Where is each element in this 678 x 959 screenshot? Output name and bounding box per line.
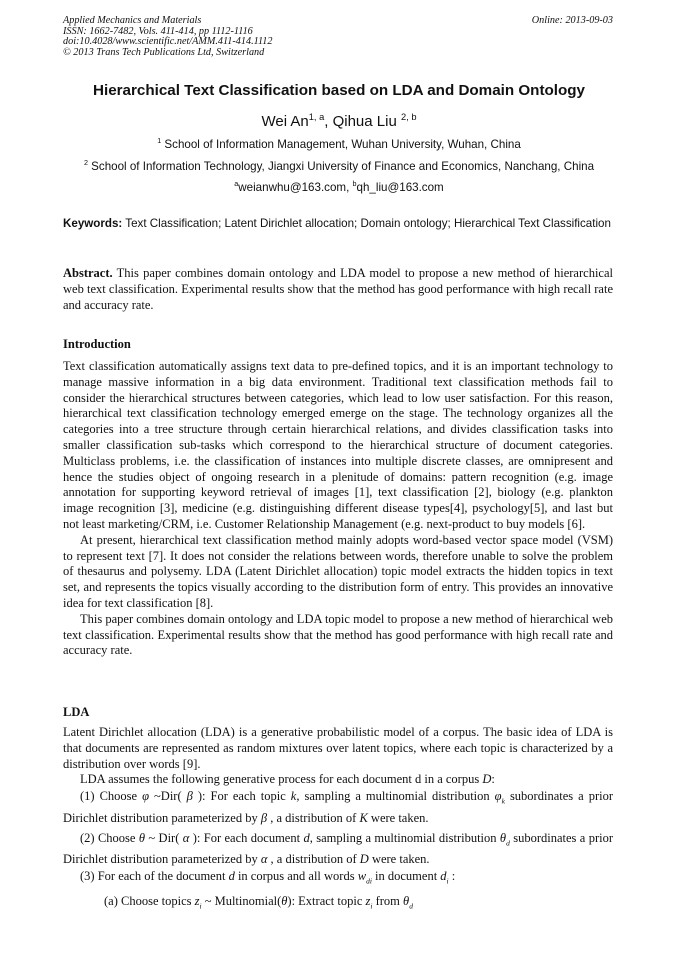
sub-d: d xyxy=(409,901,413,911)
sub-d: d xyxy=(506,838,510,848)
intro-paragraph-1: Text classification automatically assigns text data to pre-defined topics, and it is an important technology to manage massive information in a big data environment. Traditional text classification methods fail to consider the hierarchical structures between categories, which lead to low user satisfaction. For this reason, hierarchical text classification technology emerged emerge on the stage. The technology organizes all the categories into a tree structure through certain hierarchical relations, and divides classification tasks into smaller classification sub-tasks which correspond to the hierarchical structure of document categories. Multiclass problems, i.e. the classification of instances into multiple discrete classes, are omnipresent and hence the studies object of ongoing research in a plenitude of domains: pattern recognition (e.g. image annotation for supporting keyword retrieval of images [1], text classification [2], biology (e.g. plankton image recognition [3], medicine (e.g. distinguishing different disease types[4], psychology[5], and last but not least marketing/CRM, i.e. Customer Relationship Management (e.g. next-product to buy models [6]. xyxy=(63,359,613,531)
var-d: d xyxy=(228,869,235,884)
section-heading-introduction: Introduction xyxy=(63,337,131,351)
online-date: Online: 2013-09-03 xyxy=(531,15,613,26)
s3-text: (3) For each of the document xyxy=(80,869,229,884)
lda-step-3 xyxy=(63,869,613,889)
introduction-body xyxy=(63,359,613,659)
var-d: d xyxy=(440,869,447,884)
var-d: d xyxy=(303,831,310,846)
aff1-sup: 1 xyxy=(157,136,162,146)
var-theta: θ xyxy=(281,893,288,908)
author-1-sup: 1, a xyxy=(308,112,325,122)
var-k: k xyxy=(290,789,297,804)
var-theta: θ xyxy=(138,831,145,846)
sa-text: (a) Choose topics xyxy=(104,893,195,908)
var-theta-d: θ xyxy=(499,831,507,846)
doi: doi:10.4028/www.scientific.net/AMM.411-414.1112 xyxy=(63,36,273,47)
s3-text: : xyxy=(448,869,456,884)
author-separator: , xyxy=(324,113,333,130)
sub-i: i xyxy=(446,876,449,886)
var-z: z xyxy=(194,893,200,908)
journal-name: Applied Mechanics and Materials xyxy=(63,15,202,26)
email-a: weianwhu@163.com, xyxy=(238,181,353,194)
s1-text: ): For each topic xyxy=(192,789,291,804)
abstract xyxy=(63,266,613,313)
section-heading-lda: LDA xyxy=(63,705,90,719)
lda-paragraph-1: Latent Dirichlet allocation (LDA) is a generative probabilistic model of a corpus. The basic idea of LDA is that documents are represented as random mixtures over latent topics, where each topic is characterized by a distribution over words [9]. xyxy=(63,725,613,771)
lda-body xyxy=(63,725,613,914)
intro-paragraph-2: At present, hierarchical text classification method mainly adopts word-based vector space model (VSM) to represent text [7]. It does not consider the relations between words, therefore unable to solve the problem of thesaurus and polysemy. LDA (Latent Dirichlet allocation) topic model extracts the hidden topics in text set, and represents the topics visually according to the distribution form of entry. This provides an innovative idea for text classification [8]. xyxy=(63,532,613,610)
var-alpha: α xyxy=(260,851,268,866)
aff2-sup: 2 xyxy=(83,158,88,168)
s1-text: , a distribution of xyxy=(267,810,360,825)
s2-text: were taken. xyxy=(368,851,430,866)
var-z: z xyxy=(365,893,371,908)
lda-step-1 xyxy=(63,788,613,826)
s2-text: , a distribution of xyxy=(267,851,360,866)
sub-k: k xyxy=(501,796,505,806)
keywords-text: Text Classification; Latent Dirichlet allocation; Domain ontology; Hierarchical Text Classification xyxy=(122,217,611,230)
var-K: K xyxy=(359,810,368,825)
var-phi: φ xyxy=(142,789,150,804)
s1-text: ~Dir( xyxy=(149,789,187,804)
email-b: qh_liu@163.com xyxy=(356,181,444,194)
lda-p2-text: LDA assumes the following generative process for each document d in a corpus xyxy=(80,772,483,787)
var-beta: β xyxy=(260,810,268,825)
var-alpha: α xyxy=(182,831,190,846)
var-phi-k: φ xyxy=(494,789,502,804)
sa-text: from xyxy=(372,893,404,908)
sub-i: i xyxy=(199,901,202,911)
sub-i: i xyxy=(370,901,373,911)
abstract-label: Abstract. xyxy=(63,266,113,280)
var-w: w xyxy=(357,869,367,884)
author-1: Wei An xyxy=(261,113,309,130)
lda-p2-end: : xyxy=(491,772,495,787)
lda-step-3a xyxy=(63,894,613,914)
affiliation-2 xyxy=(0,160,678,173)
aff2-text: School of Information Technology, Jiangxi University of Finance and Economics, Nanchang, China xyxy=(87,160,595,173)
lda-step-2 xyxy=(63,831,613,867)
intro-paragraph-3: This paper combines domain ontology and LDA topic model to propose a new method of hierarchical web text classification. Experimental results show that the method has good performance with high recall rate and accuracy rate. xyxy=(63,611,613,658)
sa-text: ): Extract topic xyxy=(287,893,366,908)
keywords xyxy=(63,216,613,231)
abstract-text: This paper combines domain ontology and LDA model to propose a new method of hierarchical web text classification. Experimental results show that the method has good performance with high recall rate and accuracy rate. xyxy=(63,266,613,312)
paper-title: Hierarchical Text Classification based on LDA and Domain Ontology xyxy=(93,82,585,99)
aff1-text: School of Information Management, Wuhan University, Wuhan, China xyxy=(161,138,521,151)
var-D: D xyxy=(359,851,369,866)
s2-text: ~ Dir( xyxy=(145,831,183,846)
s1-text: were taken. xyxy=(367,810,429,825)
s1-text: (1) Choose xyxy=(80,789,143,804)
author-2-sup: 2, b xyxy=(400,112,417,122)
sa-text: ~ Multinomial( xyxy=(201,893,282,908)
s1-text: subordinates a prior Dirichlet distribution parameterized by xyxy=(63,789,613,825)
s1-text: , sampling a multinomial distribution xyxy=(296,789,495,804)
s2-text: subordinates a prior Dirichlet distribution parameterized by xyxy=(63,831,614,866)
email-a-sup: a xyxy=(234,179,239,189)
keywords-label: Keywords: xyxy=(63,217,123,230)
s2-text: , sampling a multinomial distribution xyxy=(309,831,500,846)
authors xyxy=(0,113,678,130)
lda-paragraph-2 xyxy=(63,772,613,788)
issn: ISSN: 1662-7482, Vols. 411-414, pp 1112-1116 xyxy=(63,25,253,37)
affiliation-1 xyxy=(0,138,678,151)
author-2: Qihua Liu xyxy=(332,113,401,130)
s3-text: in corpus and all words xyxy=(234,869,358,884)
copyright: © 2013 Trans Tech Publications Ltd, Switzerland xyxy=(63,46,265,58)
s2-text: ): For each document xyxy=(189,831,304,846)
var-theta-d: θ xyxy=(403,893,410,908)
s3-text: in document xyxy=(371,869,441,884)
sub-di: di xyxy=(366,876,372,886)
journal-header xyxy=(63,16,613,58)
email-b-sup: b xyxy=(352,179,357,189)
var-D: D xyxy=(482,772,492,787)
s2-text: (2) Choose xyxy=(80,831,139,846)
emails xyxy=(0,181,678,194)
var-beta: β xyxy=(186,789,193,804)
